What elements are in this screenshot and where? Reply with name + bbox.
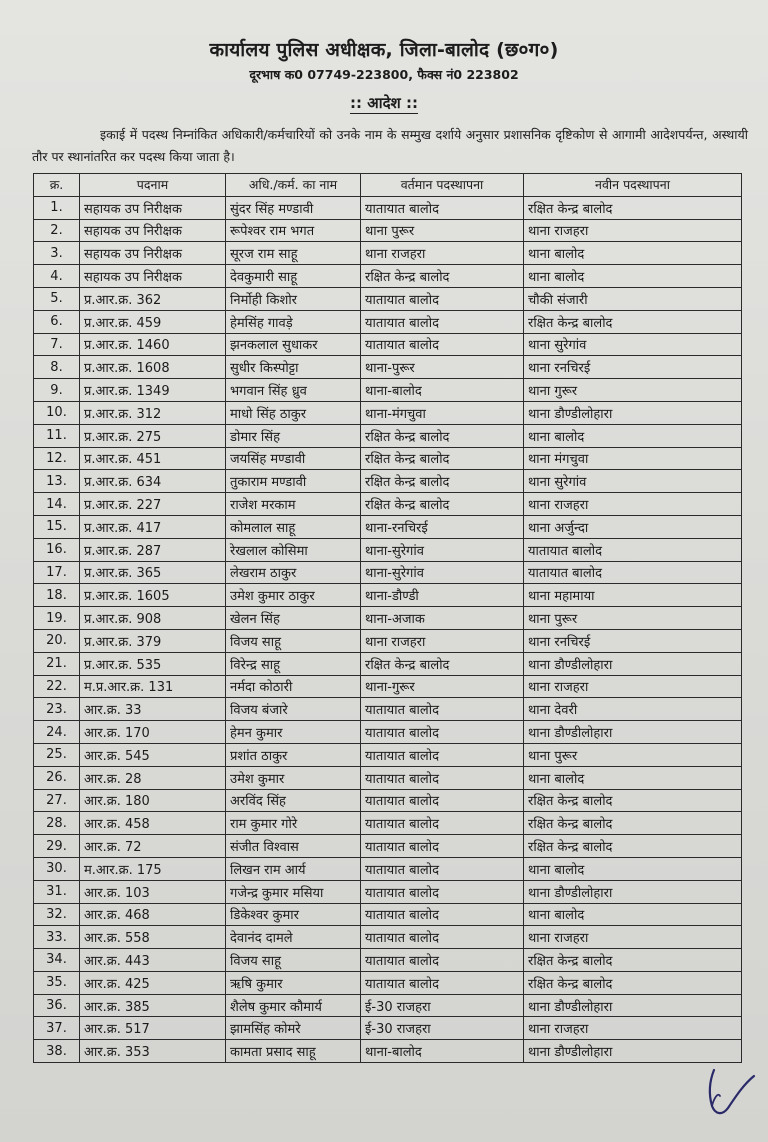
serial-cell: 38. — [34, 1040, 80, 1063]
current-posting-cell: यातायात बालोद — [361, 949, 524, 972]
serial-cell: 37. — [34, 1017, 80, 1040]
table-row — [34, 356, 742, 379]
designation-cell: प्र.आर.क्र. 908 — [80, 607, 226, 630]
serial-cell: 16. — [34, 538, 80, 561]
designation-cell: आर.क्र. 443 — [80, 949, 226, 972]
designation-cell: प्र.आर.क्र. 451 — [80, 447, 226, 470]
serial-cell: 30. — [34, 857, 80, 880]
officer-name-cell: कोमलाल साहू — [226, 515, 361, 538]
serial-cell: 7. — [34, 333, 80, 356]
current-posting-cell: थाना-रनचिरई — [361, 515, 524, 538]
table-body — [34, 196, 742, 1062]
table-row — [34, 835, 742, 858]
officer-name-cell: लेखराम ठाकुर — [226, 561, 361, 584]
new-posting-cell: थाना देवरी — [524, 698, 742, 721]
serial-cell: 34. — [34, 949, 80, 972]
designation-cell: म.प्र.आर.क्र. 131 — [80, 675, 226, 698]
designation-cell: प्र.आर.क्र. 634 — [80, 470, 226, 493]
current-posting-cell: यातायात बालोद — [361, 812, 524, 835]
serial-cell: 36. — [34, 994, 80, 1017]
officer-name-cell: रूपेश्वर राम भगत — [226, 219, 361, 242]
new-posting-cell: थाना राजहरा — [524, 219, 742, 242]
table-row — [34, 812, 742, 835]
current-posting-cell: ई-30 राजहरा — [361, 1017, 524, 1040]
designation-cell: सहायक उप निरीक्षक — [80, 265, 226, 288]
table-row — [34, 493, 742, 516]
officer-name-cell: डोमार सिंह — [226, 424, 361, 447]
table-row — [34, 515, 742, 538]
officer-name-cell: लिखन राम आर्य — [226, 857, 361, 880]
table-row — [34, 629, 742, 652]
serial-cell: 9. — [34, 379, 80, 402]
current-posting-cell: थाना-बालोद — [361, 1040, 524, 1063]
serial-cell: 24. — [34, 721, 80, 744]
table-row — [34, 219, 742, 242]
officer-name-cell: निर्मोही किशोर — [226, 287, 361, 310]
table-row — [34, 721, 742, 744]
officer-name-cell: कामता प्रसाद साहू — [226, 1040, 361, 1063]
serial-cell: 31. — [34, 880, 80, 903]
table-row — [34, 1017, 742, 1040]
current-posting-cell: यातायात बालोद — [361, 857, 524, 880]
officer-name-cell: रेखलाल कोसिमा — [226, 538, 361, 561]
current-posting-cell: थाना पुरूर — [361, 219, 524, 242]
table-row — [34, 310, 742, 333]
serial-cell: 2. — [34, 219, 80, 242]
current-posting-cell: यातायात बालोद — [361, 766, 524, 789]
new-posting-cell: थाना रनचिरई — [524, 629, 742, 652]
designation-cell: प्र.आर.क्र. 1608 — [80, 356, 226, 379]
table-row — [34, 242, 742, 265]
serial-cell: 25. — [34, 743, 80, 766]
current-posting-cell: यातायात बालोद — [361, 698, 524, 721]
officer-name-cell: गजेन्द्र कुमार मसिया — [226, 880, 361, 903]
header-new-posting: नवीन पदस्थापना — [524, 174, 742, 197]
officer-name-cell: सुंदर सिंह मण्डावी — [226, 196, 361, 219]
contact-line: दूरभाष क0 07749-223800, फैक्स नं0 223802 — [249, 67, 519, 82]
new-posting-cell: थाना सुरेगांव — [524, 470, 742, 493]
designation-cell: आर.क्र. 170 — [80, 721, 226, 744]
designation-cell: आर.क्र. 468 — [80, 903, 226, 926]
serial-cell: 26. — [34, 766, 80, 789]
serial-cell: 11. — [34, 424, 80, 447]
serial-cell: 6. — [34, 310, 80, 333]
current-posting-cell: रक्षित केन्द्र बालोद — [361, 470, 524, 493]
current-posting-cell: यातायात बालोद — [361, 789, 524, 812]
officer-name-cell: सूरज राम साहू — [226, 242, 361, 265]
new-posting-cell: थाना अर्जुन्दा — [524, 515, 742, 538]
designation-cell: आर.क्र. 558 — [80, 926, 226, 949]
serial-cell: 23. — [34, 698, 80, 721]
serial-cell: 4. — [34, 265, 80, 288]
officer-name-cell: उमेश कुमार ठाकुर — [226, 584, 361, 607]
designation-cell: आर.क्र. 72 — [80, 835, 226, 858]
designation-cell: प्र.आर.क्र. 1605 — [80, 584, 226, 607]
new-posting-cell: थाना डौण्डीलोहारा — [524, 652, 742, 675]
current-posting-cell: यातायात बालोद — [361, 196, 524, 219]
designation-cell: आर.क्र. 385 — [80, 994, 226, 1017]
table-header-row — [34, 174, 742, 197]
new-posting-cell: रक्षित केन्द्र बालोद — [524, 310, 742, 333]
designation-cell: आर.क्र. 517 — [80, 1017, 226, 1040]
table-row — [34, 333, 742, 356]
officer-name-cell: हेमन कुमार — [226, 721, 361, 744]
table-row — [34, 538, 742, 561]
designation-cell: सहायक उप निरीक्षक — [80, 242, 226, 265]
officer-name-cell: सुधीर किस्पोट्टा — [226, 356, 361, 379]
current-posting-cell: थाना-बालोद — [361, 379, 524, 402]
serial-cell: 32. — [34, 903, 80, 926]
table-row — [34, 903, 742, 926]
designation-cell: प्र.आर.क्र. 287 — [80, 538, 226, 561]
header-current-posting: वर्तमान पदस्थापना — [361, 174, 524, 197]
new-posting-cell: थाना रनचिरई — [524, 356, 742, 379]
designation-cell: आर.क्र. 180 — [80, 789, 226, 812]
officer-name-cell: जयसिंह मण्डावी — [226, 447, 361, 470]
current-posting-cell: रक्षित केन्द्र बालोद — [361, 424, 524, 447]
new-posting-cell: थाना बालोद — [524, 424, 742, 447]
new-posting-cell: रक्षित केन्द्र बालोद — [524, 971, 742, 994]
serial-cell: 1. — [34, 196, 80, 219]
current-posting-cell: यातायात बालोद — [361, 835, 524, 858]
current-posting-cell: थाना-डौण्डी — [361, 584, 524, 607]
officer-name-cell: प्रशांत ठाकुर — [226, 743, 361, 766]
serial-cell: 29. — [34, 835, 80, 858]
new-posting-cell: थाना डौण्डीलोहारा — [524, 721, 742, 744]
designation-cell: प्र.आर.क्र. 379 — [80, 629, 226, 652]
intro-text: इकाई में पदस्थ निम्नांकित अधिकारी/कर्मचारियों को उनके नाम के सम्मुख दर्शाये अनुसार प्रशासनिक दृष्टिकोण से आगामी आदेशपर्यन्त, अस्थायी तौर पर स्थानांतरित कर पदस्थ किया जाता है। — [32, 127, 748, 164]
header-designation: पदनाम — [80, 174, 226, 197]
designation-cell: आर.क्र. 425 — [80, 971, 226, 994]
serial-cell: 21. — [34, 652, 80, 675]
intro-paragraph — [32, 124, 748, 168]
new-posting-cell: थाना पुरूर — [524, 743, 742, 766]
designation-cell: आर.क्र. 103 — [80, 880, 226, 903]
table-row — [34, 675, 742, 698]
serial-cell: 18. — [34, 584, 80, 607]
serial-cell: 22. — [34, 675, 80, 698]
current-posting-cell: थाना-अजाक — [361, 607, 524, 630]
designation-cell: आर.क्र. 28 — [80, 766, 226, 789]
current-posting-cell: थाना-पुरूर — [361, 356, 524, 379]
serial-cell: 35. — [34, 971, 80, 994]
officer-name-cell: ऋषि कुमार — [226, 971, 361, 994]
current-posting-cell: थाना-मंगचुवा — [361, 401, 524, 424]
designation-cell: प्र.आर.क्र. 1349 — [80, 379, 226, 402]
current-posting-cell: ई-30 राजहरा — [361, 994, 524, 1017]
designation-cell: आर.क्र. 33 — [80, 698, 226, 721]
designation-cell: प्र.आर.क्र. 417 — [80, 515, 226, 538]
table-row — [34, 424, 742, 447]
table-row — [34, 949, 742, 972]
serial-cell: 27. — [34, 789, 80, 812]
new-posting-cell: थाना डौण्डीलोहारा — [524, 401, 742, 424]
officer-name-cell: तुकाराम मण्डावी — [226, 470, 361, 493]
new-posting-cell: थाना बालोद — [524, 766, 742, 789]
new-posting-cell: थाना बालोद — [524, 265, 742, 288]
current-posting-cell: थाना-सुरेगांव — [361, 561, 524, 584]
officer-name-cell: विजय बंजारे — [226, 698, 361, 721]
new-posting-cell: थाना बालोद — [524, 242, 742, 265]
table-row — [34, 470, 742, 493]
header-name: अधि./कर्म. का नाम — [226, 174, 361, 197]
current-posting-cell: यातायात बालोद — [361, 971, 524, 994]
table-row — [34, 652, 742, 675]
officer-name-cell: झामसिंह कोमरे — [226, 1017, 361, 1040]
designation-cell: सहायक उप निरीक्षक — [80, 196, 226, 219]
officer-name-cell: संजीत विश्वास — [226, 835, 361, 858]
table-row — [34, 994, 742, 1017]
designation-cell: प्र.आर.क्र. 312 — [80, 401, 226, 424]
new-posting-cell: चौकी संजारी — [524, 287, 742, 310]
officer-name-cell: राम कुमार गोरे — [226, 812, 361, 835]
officer-name-cell: विजय साहू — [226, 629, 361, 652]
current-posting-cell: यातायात बालोद — [361, 333, 524, 356]
table-row — [34, 265, 742, 288]
new-posting-cell: यातायात बालोद — [524, 538, 742, 561]
table-row — [34, 971, 742, 994]
new-posting-cell: थाना गुरूर — [524, 379, 742, 402]
table-row — [34, 698, 742, 721]
current-posting-cell: रक्षित केन्द्र बालोद — [361, 652, 524, 675]
table-row — [34, 926, 742, 949]
current-posting-cell: थाना-गुरूर — [361, 675, 524, 698]
officer-name-cell: डिकेश्वर कुमार — [226, 903, 361, 926]
current-posting-cell: यातायात बालोद — [361, 880, 524, 903]
new-posting-cell: थाना राजहरा — [524, 926, 742, 949]
new-posting-cell: थाना राजहरा — [524, 493, 742, 516]
handwritten-signature — [700, 1062, 760, 1122]
officer-name-cell: विजय साहू — [226, 949, 361, 972]
serial-cell: 19. — [34, 607, 80, 630]
new-posting-cell: रक्षित केन्द्र बालोद — [524, 789, 742, 812]
serial-cell: 17. — [34, 561, 80, 584]
new-posting-cell: थाना मंगचुवा — [524, 447, 742, 470]
new-posting-cell: रक्षित केन्द्र बालोद — [524, 196, 742, 219]
order-heading — [0, 93, 768, 113]
serial-cell: 33. — [34, 926, 80, 949]
table-row — [34, 1040, 742, 1063]
table-row — [34, 401, 742, 424]
table-row — [34, 857, 742, 880]
serial-cell: 10. — [34, 401, 80, 424]
table-row — [34, 561, 742, 584]
new-posting-cell: थाना राजहरा — [524, 1017, 742, 1040]
officer-name-cell: माधो सिंह ठाकुर — [226, 401, 361, 424]
current-posting-cell: रक्षित केन्द्र बालोद — [361, 447, 524, 470]
new-posting-cell: थाना डौण्डीलोहारा — [524, 1040, 742, 1063]
header-serial: क्र. — [34, 174, 80, 197]
serial-cell: 13. — [34, 470, 80, 493]
serial-cell: 3. — [34, 242, 80, 265]
designation-cell: प्र.आर.क्र. 459 — [80, 310, 226, 333]
officer-name-cell: राजेश मरकाम — [226, 493, 361, 516]
new-posting-cell: थाना पुरूर — [524, 607, 742, 630]
table-row — [34, 789, 742, 812]
serial-cell: 20. — [34, 629, 80, 652]
officer-name-cell: नर्मदा कोठारी — [226, 675, 361, 698]
new-posting-cell: रक्षित केन्द्र बालोद — [524, 949, 742, 972]
table-row — [34, 584, 742, 607]
new-posting-cell: थाना डौण्डीलोहारा — [524, 994, 742, 1017]
table-row — [34, 196, 742, 219]
current-posting-cell: यातायात बालोद — [361, 926, 524, 949]
officer-name-cell: देवकुमारी साहू — [226, 265, 361, 288]
order-heading-text: :: आदेश :: — [350, 94, 418, 112]
current-posting-cell: थाना-सुरेगांव — [361, 538, 524, 561]
officer-name-cell: उमेश कुमार — [226, 766, 361, 789]
current-posting-cell: थाना राजहरा — [361, 242, 524, 265]
officer-name-cell: झनकलाल सुधाकर — [226, 333, 361, 356]
designation-cell: सहायक उप निरीक्षक — [80, 219, 226, 242]
designation-cell: प्र.आर.क्र. 362 — [80, 287, 226, 310]
designation-cell: प्र.आर.क्र. 227 — [80, 493, 226, 516]
table-row — [34, 880, 742, 903]
new-posting-cell: रक्षित केन्द्र बालोद — [524, 812, 742, 835]
new-posting-cell: रक्षित केन्द्र बालोद — [524, 835, 742, 858]
new-posting-cell: यातायात बालोद — [524, 561, 742, 584]
current-posting-cell: यातायात बालोद — [361, 903, 524, 926]
table-row — [34, 766, 742, 789]
designation-cell: प्र.आर.क्र. 365 — [80, 561, 226, 584]
serial-cell: 14. — [34, 493, 80, 516]
designation-cell: प्र.आर.क्र. 1460 — [80, 333, 226, 356]
officer-name-cell: खेलन सिंह — [226, 607, 361, 630]
officer-name-cell: अरविंद सिंह — [226, 789, 361, 812]
officer-name-cell: देवानंद दामले — [226, 926, 361, 949]
serial-cell: 12. — [34, 447, 80, 470]
designation-cell: आर.क्र. 458 — [80, 812, 226, 835]
new-posting-cell: थाना राजहरा — [524, 675, 742, 698]
designation-cell: प्र.आर.क्र. 535 — [80, 652, 226, 675]
current-posting-cell: रक्षित केन्द्र बालोद — [361, 265, 524, 288]
new-posting-cell: थाना बालोद — [524, 903, 742, 926]
designation-cell: म.आर.क्र. 175 — [80, 857, 226, 880]
table-row — [34, 607, 742, 630]
table-row — [34, 379, 742, 402]
current-posting-cell: यातायात बालोद — [361, 310, 524, 333]
serial-cell: 28. — [34, 812, 80, 835]
officer-name-cell: भगवान सिंह ध्रुव — [226, 379, 361, 402]
new-posting-cell: थाना महामाया — [524, 584, 742, 607]
new-posting-cell: थाना सुरेगांव — [524, 333, 742, 356]
serial-cell: 8. — [34, 356, 80, 379]
current-posting-cell: थाना राजहरा — [361, 629, 524, 652]
designation-cell: प्र.आर.क्र. 275 — [80, 424, 226, 447]
table-row — [34, 743, 742, 766]
officer-name-cell: हेमसिंह गावड़े — [226, 310, 361, 333]
transfer-table — [33, 173, 742, 1063]
designation-cell: आर.क्र. 353 — [80, 1040, 226, 1063]
serial-cell: 15. — [34, 515, 80, 538]
current-posting-cell: रक्षित केन्द्र बालोद — [361, 493, 524, 516]
current-posting-cell: यातायात बालोद — [361, 287, 524, 310]
new-posting-cell: थाना डौण्डीलोहारा — [524, 880, 742, 903]
designation-cell: आर.क्र. 545 — [80, 743, 226, 766]
table-row — [34, 287, 742, 310]
new-posting-cell: थाना बालोद — [524, 857, 742, 880]
officer-name-cell: शैलेष कुमार कौमार्य — [226, 994, 361, 1017]
table-row — [34, 447, 742, 470]
officer-name-cell: विरेन्द्र साहू — [226, 652, 361, 675]
current-posting-cell: यातायात बालोद — [361, 721, 524, 744]
current-posting-cell: यातायात बालोद — [361, 743, 524, 766]
serial-cell: 5. — [34, 287, 80, 310]
office-title: कार्यालय पुलिस अधीक्षक, जिला-बालोद (छ०ग०) — [209, 39, 559, 61]
